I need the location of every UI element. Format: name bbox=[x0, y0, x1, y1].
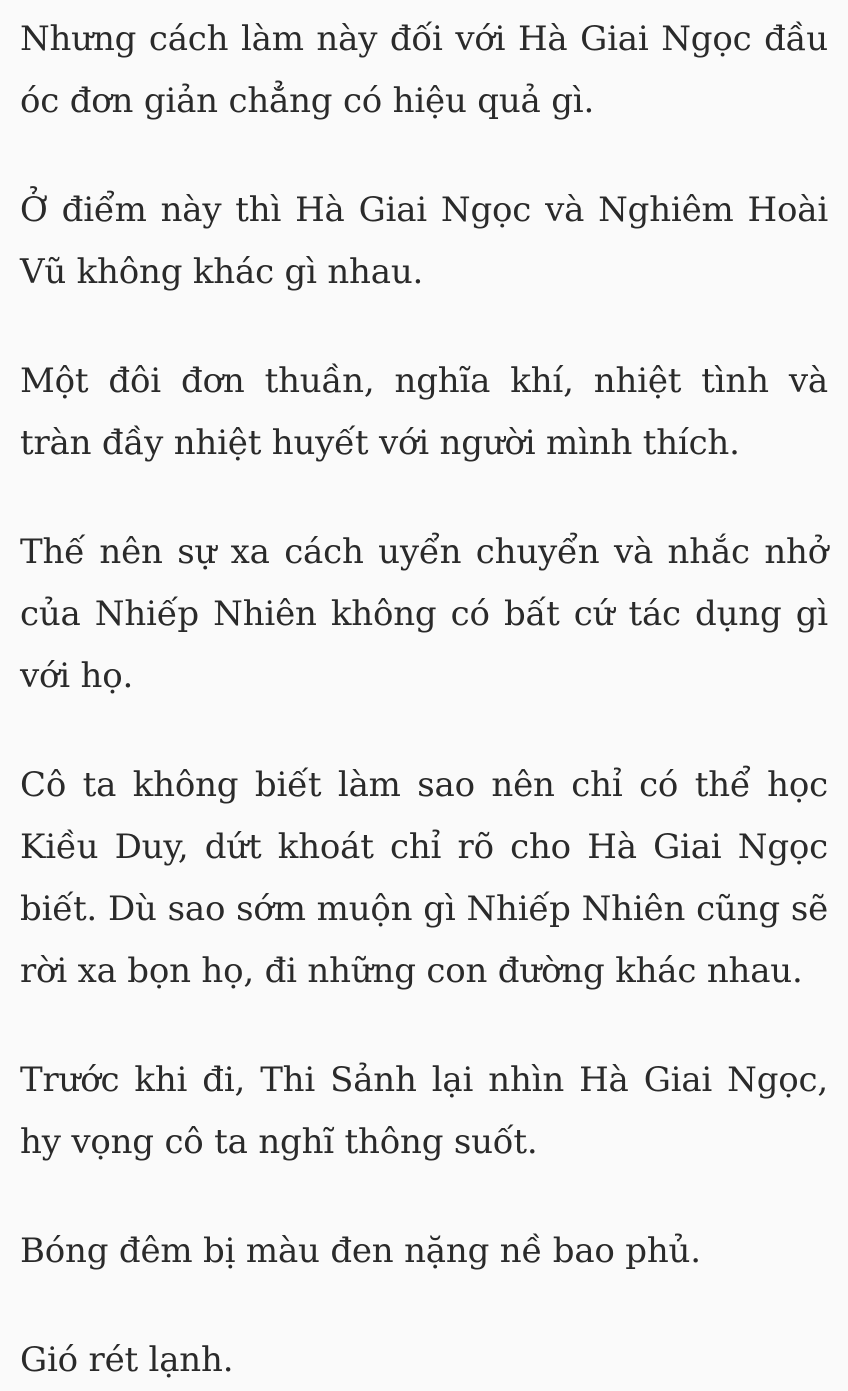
paragraph-3: Một đôi đơn thuần, nghĩa khí, nhiệt tình và tràn đầy nhiệt huyết với người mình thích. bbox=[20, 361, 828, 463]
paragraph-4: Thế nên sự xa cách uyển chuyển và nhắc nhở của Nhiếp Nhiên không có bất cứ tác dụng gì với họ. bbox=[20, 532, 828, 696]
paragraph-1: Nhưng cách làm này đối với Hà Giai Ngọc đầu óc đơn giản chẳng có hiệu quả gì. bbox=[20, 19, 828, 121]
paragraph-6: Trước khi đi, Thi Sảnh lại nhìn Hà Giai Ngọc, hy vọng cô ta nghĩ thông suốt. bbox=[20, 1060, 828, 1162]
paragraph-5: Cô ta không biết làm sao nên chỉ có thể học Kiều Duy, dứt khoát chỉ rõ cho Hà Giai Ngọc biết. Dù sao sớm muộn gì Nhiếp Nhiên cũng sẽ rời xa bọn họ, đi những con đường khác nhau. bbox=[20, 765, 828, 991]
paragraph-2: Ở điểm này thì Hà Giai Ngọc và Nghiêm Hoài Vũ không khác gì nhau. bbox=[20, 190, 828, 292]
paragraph-7: Bóng đêm bị màu đen nặng nề bao phủ. bbox=[20, 1231, 701, 1271]
paragraph-8: Gió rét lạnh. bbox=[20, 1340, 234, 1380]
